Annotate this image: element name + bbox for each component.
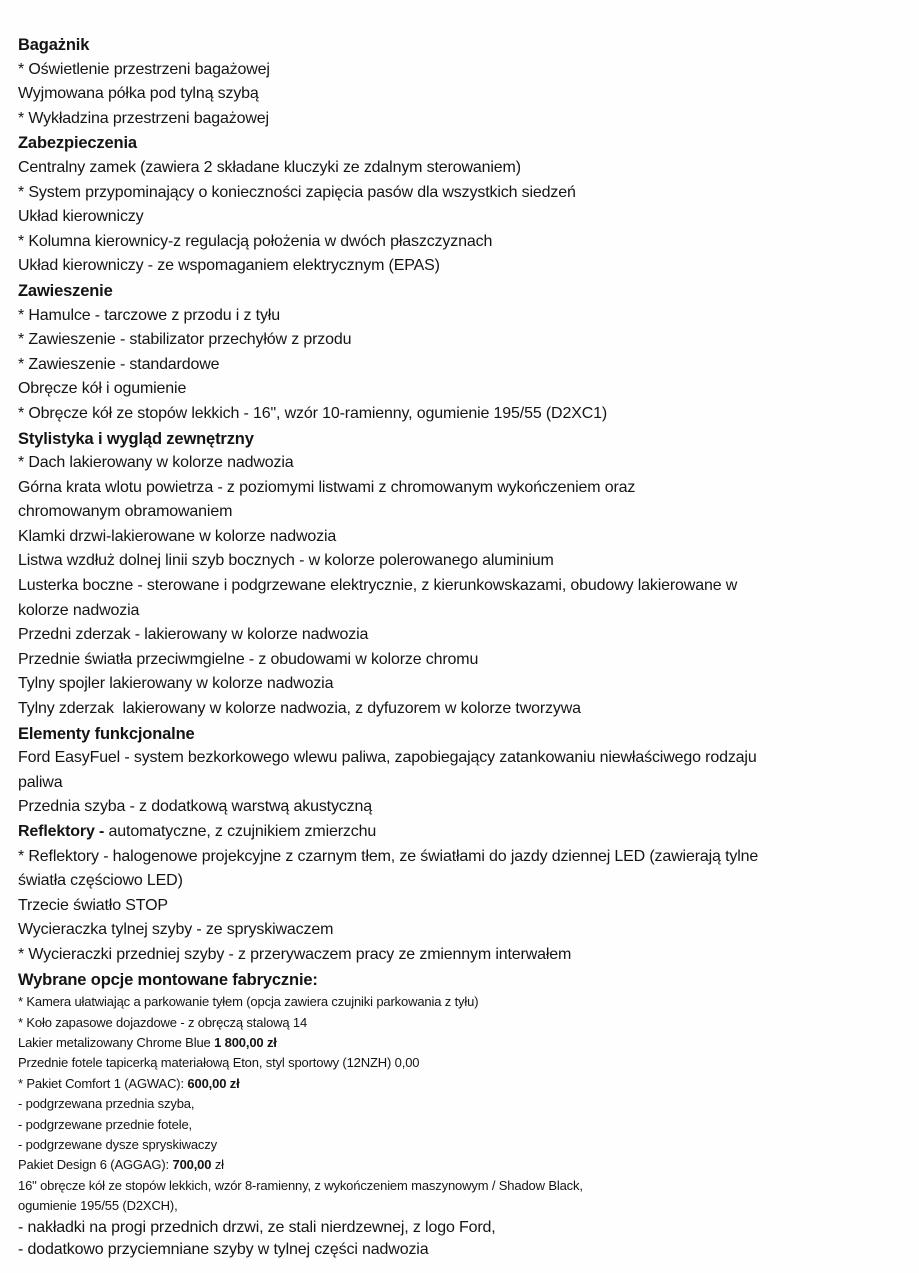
text-segment: 16" obręcze kół ze stopów lekkich, wzór 8-ramienny, z wykończeniem maszynowym / Shadow Black, [18, 1177, 583, 1193]
text-segment: Centralny zamek (zawiera 2 składane kluczyki ze zdalnym sterowaniem) [18, 158, 521, 176]
section-heading [18, 279, 905, 304]
text-segment: Zabezpieczenia [18, 134, 137, 153]
text-segment: - nakładki na progi przednich drzwi, ze stali nierdzewnej, z logo Ford, [18, 1218, 496, 1236]
text-segment: chromowanym obramowaniem [18, 503, 233, 521]
text-segment: * Dach lakierowany w kolorze nadwozia [18, 454, 294, 472]
section-heading [18, 968, 905, 993]
text-segment: 700,00 [172, 1157, 212, 1173]
text-segment: zł [211, 1157, 224, 1173]
text-segment: * Wykładzina przestrzeni bagażowej [18, 109, 269, 127]
spec-line [18, 918, 905, 943]
text-segment: Bagażnik [18, 36, 90, 54]
spec-line [18, 402, 905, 427]
text-segment: * Obręcze kół ze stopów lekkich - 16", wzór 10-ramienny, ogumienie 195/55 (D2XC1) [18, 404, 608, 422]
text-segment: Tylny zderzak lakierowany w kolorze nadwozia, z dyfuzorem w kolorze tworzywa [18, 700, 581, 718]
spec-line [18, 771, 905, 796]
text-segment: Klamki drzwi-lakierowane w kolorze nadwozia [18, 527, 337, 545]
spec-line [18, 304, 905, 329]
spec-line [18, 1217, 905, 1240]
text-segment: 1 800,00 zł [214, 1034, 277, 1050]
spec-line [18, 697, 905, 722]
text-segment: * Kolumna kierownicy-z regulacją położenia w dwóch płaszczyznach [18, 232, 493, 250]
spec-line [18, 377, 905, 402]
spec-line [18, 181, 905, 206]
text-segment: Lakier metalizowany Chrome Blue [18, 1034, 215, 1050]
text-segment: - dodatkowo przyciemniane szyby w tylnej części nadwozia [18, 1241, 429, 1259]
spec-line [18, 353, 905, 378]
text-segment: * Hamulce - tarczowe z przodu i z tyłu [18, 306, 280, 324]
text-segment: Elementy funkcjonalne [18, 724, 195, 743]
spec-line [18, 230, 905, 255]
text-segment: Pakiet Design 6 (AGGAG): [18, 1157, 173, 1173]
text-segment: * Wycieraczki przedniej szyby - z przerywaczem pracy ze zmiennym interwałem [18, 945, 572, 963]
text-segment: kolorze nadwozia [18, 601, 140, 619]
spec-line [18, 549, 905, 574]
spec-line [18, 1196, 905, 1216]
text-segment: Przedni zderzak - lakierowany w kolorze nadwozia [18, 626, 369, 644]
spec-line [18, 1074, 905, 1094]
text-segment: Tylny spojler lakierowany w kolorze nadwozia [18, 675, 334, 693]
spec-line [18, 894, 905, 919]
spec-line [18, 746, 905, 771]
text-segment: Układ kierowniczy - ze wspomaganiem elektrycznym (EPAS) [18, 257, 440, 275]
spec-line [18, 992, 905, 1012]
text-segment: Listwa wzdłuż dolnej linii szyb bocznych - w kolorze polerowanego aluminium [18, 552, 554, 570]
spec-line [18, 500, 905, 525]
spec-line [18, 107, 905, 132]
spec-line [18, 795, 905, 820]
spec-line [18, 1115, 905, 1135]
text-segment: Ford EasyFuel - system bezkorkowego wlewu paliwa, zapobiegający zatankowaniu niewłaściwego rodzaju [18, 749, 757, 767]
spec-line [18, 1176, 905, 1196]
text-segment: * Reflektory - halogenowe projekcyjne z czarnym tłem, ze światłami do jazdy dziennej LED (zawierają tylne [18, 847, 759, 865]
text-segment: Reflektory - [18, 823, 109, 840]
text-segment: Lusterka boczne - sterowane i podgrzewane elektrycznie, z kierunkowskazami, obudowy lakierowane w [18, 577, 738, 595]
spec-line [18, 1094, 905, 1114]
spec-line [18, 525, 905, 550]
spec-line [18, 648, 905, 673]
text-segment: * Pakiet Comfort 1 (AGWAC): [18, 1075, 188, 1091]
section-heading [18, 33, 905, 58]
text-segment: Obręcze kół i ogumienie [18, 380, 187, 398]
text-segment: paliwa [18, 773, 63, 791]
spec-line [18, 205, 905, 230]
spec-line [18, 943, 905, 968]
spec-line [18, 156, 905, 181]
text-segment: światła częściowo LED) [18, 872, 183, 890]
spec-line [18, 328, 905, 353]
spec-line [18, 1013, 905, 1033]
text-segment: ogumienie 195/55 (D2XCH), [18, 1198, 178, 1214]
spec-line [18, 1053, 905, 1073]
text-segment: * System przypominający o konieczności zapięcia pasów dla wszystkich siedzeń [18, 183, 576, 201]
spec-line [18, 1239, 905, 1262]
text-segment: Trzecie światło STOP [18, 896, 168, 914]
spec-line [18, 672, 905, 697]
text-segment: * Zawieszenie - stabilizator przechyłów z przodu [18, 331, 352, 349]
text-segment: - podgrzewane dysze spryskiwaczy [18, 1137, 217, 1152]
spec-line [18, 820, 905, 845]
text-segment: Stylistyka i wygląd zewnętrzny [18, 429, 254, 448]
text-segment: Wycieraczka tylnej szyby - ze spryskiwaczem [18, 921, 334, 939]
spec-line [18, 574, 905, 599]
text-segment: Wyjmowana półka pod tylną szybą [18, 85, 259, 103]
text-segment: * Koło zapasowe dojazdowe - z obręczą stalową 14 [18, 1014, 308, 1030]
spec-line [18, 451, 905, 476]
text-segment: - podgrzewane przednie fotele, [18, 1116, 193, 1132]
spec-line [18, 58, 905, 83]
section-heading [18, 427, 905, 452]
text-segment: automatyczne, z czujnikiem zmierzchu [108, 823, 377, 840]
text-segment: Wybrane opcje montowane fabrycznie: [18, 970, 318, 989]
text-segment: Zawieszenie [18, 281, 113, 300]
text-segment: Górna krata wlotu powietrza - z poziomymi listwami z chromowanym wykończeniem oraz [18, 478, 636, 496]
spec-line [18, 623, 905, 648]
spec-line [18, 599, 905, 624]
spec-line [18, 82, 905, 107]
section-heading [18, 131, 905, 156]
text-segment: Przednie światła przeciwmgielne - z obudowami w kolorze chromu [18, 650, 479, 668]
text-segment: Układ kierowniczy [18, 208, 144, 226]
text-segment: * Oświetlenie przestrzeni bagażowej [18, 60, 270, 78]
text-segment: Przednie fotele tapicerką materiałową Eton, styl sportowy (12NZH) 0,00 [18, 1055, 420, 1071]
spec-line [18, 1155, 905, 1175]
spec-line [18, 1135, 905, 1155]
spec-line [18, 1033, 905, 1053]
spec-line [18, 869, 905, 894]
spec-line [18, 476, 905, 501]
section-heading [18, 722, 905, 747]
text-segment: 600,00 zł [187, 1075, 240, 1091]
text-segment: * Zawieszenie - standardowe [18, 355, 220, 373]
text-segment: * Kamera ułatwiając a parkowanie tyłem (opcja zawiera czujniki parkowania z tyłu) [18, 994, 479, 1010]
text-segment: Przednia szyba - z dodatkową warstwą akustyczną [18, 798, 373, 816]
spec-line [18, 845, 905, 870]
text-segment: - podgrzewana przednia szyba, [18, 1096, 195, 1112]
spec-line [18, 254, 905, 279]
